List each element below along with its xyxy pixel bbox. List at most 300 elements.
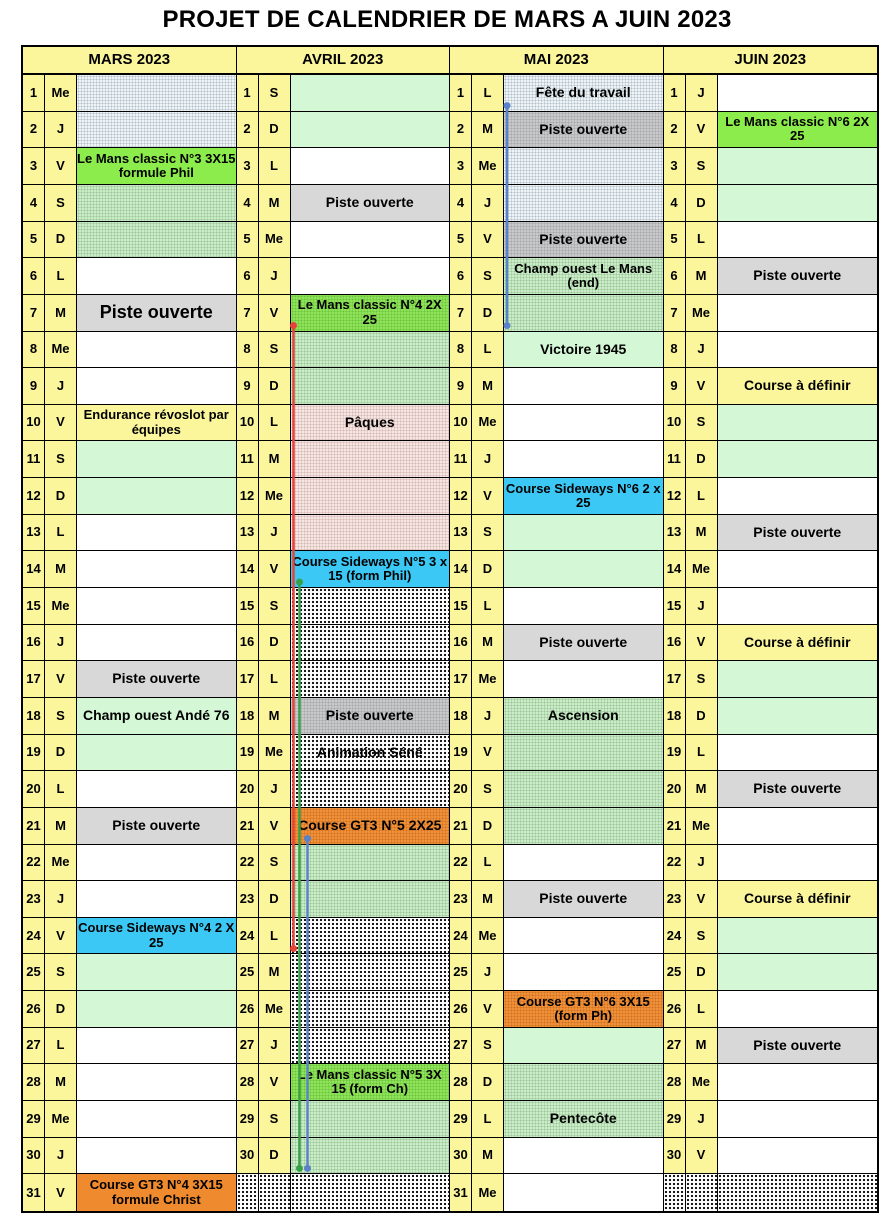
day-number: 19 — [664, 735, 686, 772]
event-cell — [291, 148, 451, 185]
event-cell: Pentecôte — [504, 1101, 664, 1138]
day-number: 4 — [450, 185, 472, 222]
weekday: D — [45, 478, 77, 515]
weekday: J — [259, 515, 291, 552]
event-cell — [291, 625, 451, 662]
day-number: 19 — [23, 735, 45, 772]
event-cell: Course Sideways N°4 2 X 25 — [77, 918, 237, 955]
event-cell — [291, 1101, 451, 1138]
weekday: V — [686, 1138, 718, 1175]
day-number: 2 — [23, 112, 45, 149]
day-number: 10 — [450, 405, 472, 442]
day-number: 8 — [23, 332, 45, 369]
day-number: 30 — [664, 1138, 686, 1175]
event-cell — [77, 441, 237, 478]
month-header: JUIN 2023 — [664, 47, 878, 75]
day-number: 25 — [450, 954, 472, 991]
weekday: M — [472, 368, 504, 405]
weekday: S — [472, 771, 504, 808]
weekday: L — [259, 405, 291, 442]
event-cell: Le Mans classic N°3 3X15 formule Phil — [77, 148, 237, 185]
weekday: L — [686, 478, 718, 515]
weekday: M — [472, 1138, 504, 1175]
day-number: 8 — [237, 332, 259, 369]
weekday: Me — [259, 478, 291, 515]
day-number: 1 — [237, 75, 259, 112]
day-number: 5 — [23, 222, 45, 259]
event-cell — [291, 918, 451, 955]
day-number: 18 — [450, 698, 472, 735]
event-cell — [291, 588, 451, 625]
event-cell: Piste ouverte — [718, 258, 878, 295]
weekday: S — [472, 1028, 504, 1065]
weekday: D — [686, 954, 718, 991]
day-number: 13 — [664, 515, 686, 552]
day-number: 14 — [664, 551, 686, 588]
weekday: D — [472, 1064, 504, 1101]
event-cell — [77, 991, 237, 1028]
day-number: 9 — [450, 368, 472, 405]
day-number: 13 — [450, 515, 472, 552]
event-cell — [291, 991, 451, 1028]
weekday: D — [472, 551, 504, 588]
month-header: MAI 2023 — [450, 47, 664, 75]
event-cell — [504, 771, 664, 808]
event-cell: Course à définir — [718, 368, 878, 405]
day-number: 16 — [23, 625, 45, 662]
weekday: Me — [686, 295, 718, 332]
day-number: 9 — [664, 368, 686, 405]
day-number: 23 — [450, 881, 472, 918]
weekday: S — [686, 661, 718, 698]
month-header: AVRIL 2023 — [237, 47, 451, 75]
event-cell — [718, 735, 878, 772]
event-cell — [291, 478, 451, 515]
event-cell — [504, 368, 664, 405]
weekday: M — [472, 625, 504, 662]
day-number: 27 — [237, 1028, 259, 1065]
weekday: L — [472, 75, 504, 112]
event-cell — [291, 368, 451, 405]
day-number: 10 — [237, 405, 259, 442]
event-cell — [291, 222, 451, 259]
event-cell — [77, 845, 237, 882]
day-number: 30 — [23, 1138, 45, 1175]
weekday: S — [472, 515, 504, 552]
day-number: 8 — [664, 332, 686, 369]
weekday: V — [686, 112, 718, 149]
event-cell: Course GT3 N°5 2X25 — [291, 808, 451, 845]
weekday: M — [259, 698, 291, 735]
day-number: 19 — [237, 735, 259, 772]
event-cell — [718, 1174, 878, 1211]
event-cell — [504, 1028, 664, 1065]
event-cell — [77, 551, 237, 588]
day-number: 20 — [664, 771, 686, 808]
event-cell — [718, 954, 878, 991]
event-cell — [77, 625, 237, 662]
day-number: 21 — [664, 808, 686, 845]
weekday: S — [686, 148, 718, 185]
day-number: 27 — [664, 1028, 686, 1065]
day-number: 15 — [450, 588, 472, 625]
day-number: 12 — [450, 478, 472, 515]
weekday: V — [45, 661, 77, 698]
event-cell — [77, 222, 237, 259]
day-number: 31 — [450, 1174, 472, 1211]
event-cell: Course GT3 N°4 3X15 formule Christ — [77, 1174, 237, 1211]
day-number: 4 — [23, 185, 45, 222]
day-number: 22 — [664, 845, 686, 882]
day-number: 6 — [450, 258, 472, 295]
day-number: 1 — [450, 75, 472, 112]
event-cell — [718, 845, 878, 882]
event-cell: Victoire 1945 — [504, 332, 664, 369]
weekday — [686, 1174, 718, 1211]
event-cell — [504, 148, 664, 185]
event-cell — [504, 185, 664, 222]
day-number: 29 — [450, 1101, 472, 1138]
weekday: D — [45, 735, 77, 772]
day-number: 23 — [23, 881, 45, 918]
day-number: 17 — [664, 661, 686, 698]
event-cell — [718, 185, 878, 222]
day-number: 14 — [23, 551, 45, 588]
weekday: M — [472, 881, 504, 918]
day-number: 2 — [237, 112, 259, 149]
weekday: L — [259, 661, 291, 698]
weekday: M — [686, 258, 718, 295]
event-cell: Champ ouest Andé 76 — [77, 698, 237, 735]
weekday: D — [259, 368, 291, 405]
weekday: L — [45, 515, 77, 552]
day-number: 26 — [664, 991, 686, 1028]
event-cell — [77, 735, 237, 772]
weekday: V — [259, 551, 291, 588]
day-number: 13 — [23, 515, 45, 552]
day-number: 27 — [450, 1028, 472, 1065]
event-cell — [504, 588, 664, 625]
day-number: 4 — [237, 185, 259, 222]
weekday: V — [45, 918, 77, 955]
event-cell: Le Mans classic N°5 3X 15 (form Ch) — [291, 1064, 451, 1101]
day-number: 16 — [450, 625, 472, 662]
weekday: J — [45, 625, 77, 662]
weekday: L — [259, 918, 291, 955]
event-cell: Course à définir — [718, 625, 878, 662]
event-cell: Piste ouverte — [504, 222, 664, 259]
event-cell — [77, 515, 237, 552]
event-cell: Le Mans classic N°4 2X 25 — [291, 295, 451, 332]
event-cell: Piste ouverte — [291, 698, 451, 735]
day-number: 25 — [23, 954, 45, 991]
event-cell — [77, 258, 237, 295]
day-number: 29 — [664, 1101, 686, 1138]
day-number: 1 — [23, 75, 45, 112]
weekday: L — [472, 332, 504, 369]
day-number: 5 — [237, 222, 259, 259]
weekday: J — [45, 1138, 77, 1175]
weekday: M — [45, 1064, 77, 1101]
weekday: S — [259, 588, 291, 625]
day-number: 7 — [237, 295, 259, 332]
event-cell — [77, 112, 237, 149]
day-number: 18 — [23, 698, 45, 735]
weekday: J — [45, 881, 77, 918]
day-number: 15 — [237, 588, 259, 625]
weekday: V — [472, 478, 504, 515]
day-number: 26 — [237, 991, 259, 1028]
event-cell: Piste ouverte — [718, 1028, 878, 1065]
weekday: L — [259, 148, 291, 185]
day-number: 17 — [237, 661, 259, 698]
day-number: 2 — [664, 112, 686, 149]
day-number: 21 — [237, 808, 259, 845]
weekday: V — [45, 1174, 77, 1211]
weekday: J — [686, 845, 718, 882]
event-cell: Piste ouverte — [77, 295, 237, 332]
event-cell — [718, 918, 878, 955]
day-number: 20 — [237, 771, 259, 808]
event-cell: Ascension — [504, 698, 664, 735]
event-cell: Piste ouverte — [291, 185, 451, 222]
day-number: 6 — [23, 258, 45, 295]
day-number: 15 — [23, 588, 45, 625]
weekday: V — [472, 991, 504, 1028]
day-number: 12 — [237, 478, 259, 515]
event-cell — [291, 954, 451, 991]
day-number — [237, 1174, 259, 1211]
weekday: D — [259, 625, 291, 662]
event-cell — [504, 918, 664, 955]
day-number: 7 — [664, 295, 686, 332]
day-number: 11 — [450, 441, 472, 478]
day-number: 26 — [450, 991, 472, 1028]
day-number — [664, 1174, 686, 1211]
event-cell — [718, 332, 878, 369]
weekday: M — [259, 441, 291, 478]
day-number: 13 — [237, 515, 259, 552]
weekday: Me — [472, 918, 504, 955]
day-number: 30 — [450, 1138, 472, 1175]
day-number: 14 — [237, 551, 259, 588]
weekday: D — [259, 1138, 291, 1175]
weekday: S — [259, 845, 291, 882]
day-number: 10 — [23, 405, 45, 442]
event-cell — [77, 1028, 237, 1065]
weekday: S — [686, 405, 718, 442]
event-cell: Fête du travail — [504, 75, 664, 112]
event-cell — [291, 1028, 451, 1065]
weekday: L — [45, 1028, 77, 1065]
weekday: J — [472, 185, 504, 222]
event-cell — [291, 661, 451, 698]
weekday: L — [45, 258, 77, 295]
weekday: L — [472, 845, 504, 882]
day-number: 6 — [664, 258, 686, 295]
weekday: S — [686, 918, 718, 955]
event-cell: Course Sideways N°6 2 x 25 — [504, 478, 664, 515]
weekday: D — [259, 112, 291, 149]
event-cell — [77, 1138, 237, 1175]
weekday: D — [45, 991, 77, 1028]
event-cell — [504, 295, 664, 332]
event-cell — [718, 295, 878, 332]
day-number: 29 — [23, 1101, 45, 1138]
weekday: L — [686, 991, 718, 1028]
weekday: M — [472, 112, 504, 149]
weekday: J — [472, 954, 504, 991]
weekday: D — [686, 441, 718, 478]
day-number: 22 — [450, 845, 472, 882]
day-number: 25 — [237, 954, 259, 991]
event-cell: Endurance révoslot par équipes — [77, 405, 237, 442]
event-cell: Animation Séné — [291, 735, 451, 772]
day-number: 20 — [23, 771, 45, 808]
day-number: 14 — [450, 551, 472, 588]
event-cell — [718, 75, 878, 112]
day-number: 20 — [450, 771, 472, 808]
event-cell — [77, 881, 237, 918]
weekday: Me — [472, 1174, 504, 1211]
weekday: Me — [259, 991, 291, 1028]
event-cell — [718, 148, 878, 185]
weekday: M — [686, 771, 718, 808]
weekday: Me — [686, 1064, 718, 1101]
day-number: 29 — [237, 1101, 259, 1138]
day-number: 22 — [237, 845, 259, 882]
event-cell — [504, 808, 664, 845]
event-cell: Piste ouverte — [718, 515, 878, 552]
event-cell — [718, 698, 878, 735]
weekday: S — [472, 258, 504, 295]
weekday: D — [686, 698, 718, 735]
weekday: L — [472, 1101, 504, 1138]
weekday: J — [686, 75, 718, 112]
day-number: 5 — [664, 222, 686, 259]
weekday: Me — [45, 1101, 77, 1138]
event-cell — [718, 478, 878, 515]
event-cell — [291, 258, 451, 295]
weekday: M — [45, 295, 77, 332]
day-number: 24 — [237, 918, 259, 955]
weekday: V — [259, 808, 291, 845]
weekday: L — [472, 588, 504, 625]
weekday: J — [686, 332, 718, 369]
weekday: V — [472, 735, 504, 772]
weekday: Me — [45, 588, 77, 625]
day-number: 9 — [23, 368, 45, 405]
event-cell — [291, 1138, 451, 1175]
day-number: 12 — [664, 478, 686, 515]
day-number: 3 — [23, 148, 45, 185]
event-cell — [77, 1101, 237, 1138]
weekday: S — [259, 1101, 291, 1138]
event-cell: Piste ouverte — [504, 625, 664, 662]
weekday: S — [259, 332, 291, 369]
weekday: Me — [686, 808, 718, 845]
event-cell — [77, 478, 237, 515]
weekday: Me — [45, 75, 77, 112]
weekday: V — [259, 1064, 291, 1101]
weekday: Me — [259, 735, 291, 772]
day-number: 7 — [23, 295, 45, 332]
page-title: PROJET DE CALENDRIER DE MARS A JUIN 2023 — [162, 6, 732, 33]
day-number: 4 — [664, 185, 686, 222]
weekday: M — [686, 1028, 718, 1065]
day-number: 19 — [450, 735, 472, 772]
event-cell: Course GT3 N°6 3X15 (form Ph) — [504, 991, 664, 1028]
event-cell: Champ ouest Le Mans (end) — [504, 258, 664, 295]
event-cell — [291, 112, 451, 149]
event-cell — [291, 1174, 451, 1211]
weekday: L — [686, 222, 718, 259]
day-number: 26 — [23, 991, 45, 1028]
weekday: Me — [45, 845, 77, 882]
weekday: Me — [45, 332, 77, 369]
day-number: 22 — [23, 845, 45, 882]
weekday: V — [472, 222, 504, 259]
event-cell — [504, 1174, 664, 1211]
weekday: J — [472, 698, 504, 735]
day-number: 9 — [237, 368, 259, 405]
calendar-grid — [21, 45, 879, 1213]
weekday: M — [686, 515, 718, 552]
day-number: 11 — [237, 441, 259, 478]
weekday: S — [259, 75, 291, 112]
weekday: D — [686, 185, 718, 222]
weekday: J — [259, 771, 291, 808]
day-number: 28 — [450, 1064, 472, 1101]
day-number: 24 — [450, 918, 472, 955]
weekday: D — [472, 295, 504, 332]
day-number: 15 — [664, 588, 686, 625]
event-cell — [291, 771, 451, 808]
month-header: MARS 2023 — [23, 47, 237, 75]
event-cell — [291, 75, 451, 112]
weekday: D — [259, 881, 291, 918]
event-cell — [718, 551, 878, 588]
day-number: 23 — [664, 881, 686, 918]
event-cell — [718, 588, 878, 625]
weekday: J — [259, 1028, 291, 1065]
event-cell — [291, 515, 451, 552]
weekday: Me — [472, 148, 504, 185]
weekday: Me — [472, 405, 504, 442]
weekday: Me — [686, 551, 718, 588]
event-cell — [504, 845, 664, 882]
event-cell — [77, 332, 237, 369]
event-cell: Piste ouverte — [77, 808, 237, 845]
day-number: 16 — [237, 625, 259, 662]
day-number: 16 — [664, 625, 686, 662]
day-number: 17 — [23, 661, 45, 698]
event-cell — [718, 661, 878, 698]
weekday: M — [259, 954, 291, 991]
day-number: 6 — [237, 258, 259, 295]
weekday: Me — [259, 222, 291, 259]
day-number: 3 — [664, 148, 686, 185]
day-number: 27 — [23, 1028, 45, 1065]
day-number: 12 — [23, 478, 45, 515]
weekday — [259, 1174, 291, 1211]
weekday: V — [686, 625, 718, 662]
weekday: J — [45, 112, 77, 149]
event-cell — [718, 808, 878, 845]
weekday: S — [45, 698, 77, 735]
weekday: V — [45, 405, 77, 442]
day-number: 5 — [450, 222, 472, 259]
